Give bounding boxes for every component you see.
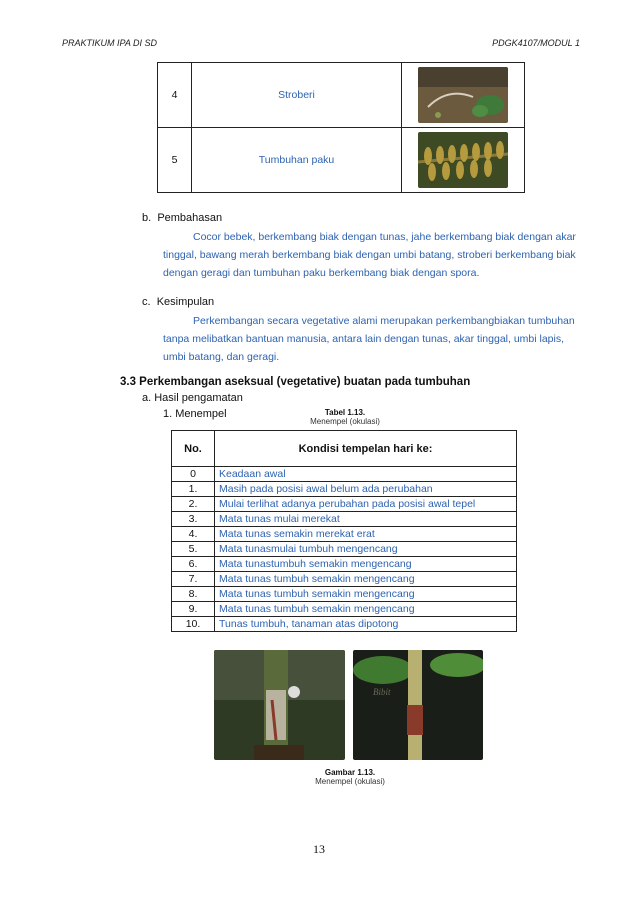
table-row <box>172 602 517 617</box>
table-row <box>172 617 517 632</box>
condition-text: Mata tunas semakin merekat erat <box>215 527 517 542</box>
figure-caption-title: Gambar 1.13. <box>324 768 376 777</box>
observation-table <box>171 430 517 632</box>
day-number: 7. <box>172 572 215 587</box>
table-row <box>172 542 517 557</box>
section-c-label: c. <box>142 296 151 308</box>
section-b-text: Cocor bebek, berkembang biak dengan tunas, jahe berkembang biak dengan akar tinggal, bawang merah berkembang biak dengan umbi batang, stroberi berkembang biak dengan geragi dan tumbuhan paku berkembang biak dengan spora. <box>163 231 576 279</box>
grafting-photo-right <box>353 650 483 760</box>
plant-name: Stroberi <box>192 63 402 128</box>
column-header-kondisi: Kondisi tempelan hari ke: <box>215 431 517 467</box>
condition-text: Keadaan awal <box>215 467 517 482</box>
condition-text: Mata tunas tumbuh semakin mengencang <box>215 587 517 602</box>
table-caption-subtitle: Menempel (okulasi) <box>310 417 380 426</box>
grafting-photo-left <box>214 650 345 760</box>
table-row <box>172 527 517 542</box>
day-number: 3. <box>172 512 215 527</box>
table-row <box>172 512 517 527</box>
day-number: 8. <box>172 587 215 602</box>
condition-text: Mata tunas mulai merekat <box>215 512 517 527</box>
column-header-no: No. <box>172 431 215 467</box>
day-number: 4. <box>172 527 215 542</box>
table-row <box>172 572 517 587</box>
running-header-left: PRAKTIKUM IPA DI SD <box>62 38 158 48</box>
page-number: 13 <box>313 842 325 856</box>
table-row <box>172 587 517 602</box>
table-caption-title: Tabel 1.13. <box>324 408 366 417</box>
section-c-title: Kesimpulan <box>156 296 215 308</box>
day-number: 2. <box>172 497 215 512</box>
section-3-3-heading: 3.3 Perkembangan aseksual (vegetative) buatan pada tumbuhan <box>120 376 471 388</box>
plant-name: Tumbuhan paku <box>192 128 402 193</box>
condition-text: Mata tunastumbuh semakin mengencang <box>215 557 517 572</box>
condition-text: Mulai terlihat adanya perubahan pada posisi awal tepel <box>215 497 517 512</box>
row-number: 4 <box>158 63 192 128</box>
strawberry-photo <box>418 67 508 123</box>
subsection-a: a. Hasil pengamatan <box>142 392 243 404</box>
section-b-title: Pembahasan <box>157 212 223 224</box>
figure-caption-subtitle: Menempel (okulasi) <box>315 777 385 786</box>
running-header-right: PDGK4107/MODUL 1 <box>492 38 580 48</box>
item-1-menempel: 1. Menempel <box>163 408 227 420</box>
section-c-text: Perkembangan secara vegetative alami merupakan perkembangbiakan tumbuhan tanpa melibatkan bantuan manusia, antara lain dengan tunas, akar tinggal, umbi lapis, umbi batang, dan geragi. <box>163 315 575 363</box>
day-number: 0 <box>172 467 215 482</box>
condition-text: Masih pada posisi awal belum ada perubahan <box>215 482 517 497</box>
fern-photo <box>418 132 508 188</box>
day-number: 10. <box>172 617 215 632</box>
day-number: 9. <box>172 602 215 617</box>
condition-text: Mata tunas tumbuh semakin mengencang <box>215 572 517 587</box>
table-row <box>158 128 525 193</box>
figure-caption <box>290 768 410 786</box>
row-number: 5 <box>158 128 192 193</box>
section-b-label: b. <box>142 212 152 224</box>
strawberry-photo-cell <box>402 63 525 128</box>
condition-text: Tunas tumbuh, tanaman atas dipotong <box>215 617 517 632</box>
fern-photo-cell <box>402 128 525 193</box>
section-b-heading <box>142 212 222 224</box>
day-number: 5. <box>172 542 215 557</box>
day-number: 6. <box>172 557 215 572</box>
table-row <box>158 63 525 128</box>
table-caption <box>290 408 400 426</box>
day-number: 1. <box>172 482 215 497</box>
plant-table <box>157 62 525 193</box>
condition-text: Mata tunas tumbuh semakin mengencang <box>215 602 517 617</box>
table-header-row <box>172 431 517 467</box>
table-row <box>172 497 517 512</box>
section-c-heading <box>142 296 214 308</box>
table-row <box>172 467 517 482</box>
table-row <box>172 557 517 572</box>
condition-text: Mata tunasmulai tumbuh mengencang <box>215 542 517 557</box>
watermark-logo: Bibit <box>373 687 391 697</box>
table-row <box>172 482 517 497</box>
